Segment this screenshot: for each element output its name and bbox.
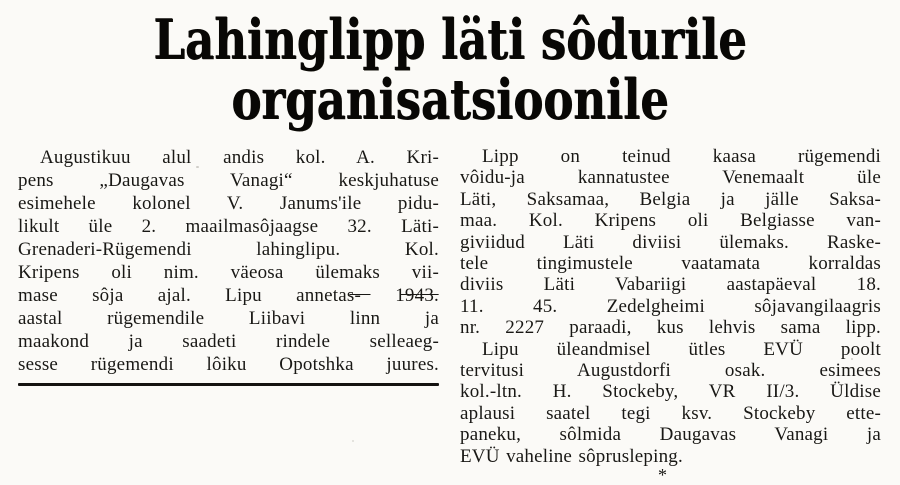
- text-line: pens „Daugavas Vanagi“ keskjuhatuse: [18, 170, 439, 191]
- text-line: kol.-ltn. H. Stockeby, VR II/3. Üldise: [460, 381, 881, 403]
- text-line: Kripens oli nim. väeosa ülemaks vii-: [18, 262, 439, 283]
- text-line: vôidu-ja kannatustee Venemaalt üle: [460, 167, 881, 189]
- text-line: maakond ja saadeti rindele selleaeg-: [18, 331, 439, 352]
- right-column: [460, 146, 881, 485]
- text-line: maa. Kol. Kripens oli Belgiasse van-: [460, 210, 881, 232]
- text-line: Lipp on teinud kaasa rügemendi: [482, 146, 881, 167]
- text-line: tele tingimustele vaatamata korraldas: [460, 253, 881, 275]
- text-line: aastal rügemendile Liibavi linn ja: [18, 308, 439, 329]
- column-divider-rule: [18, 383, 439, 386]
- text-line: Läti, Saksamaa, Belgia ja jälle Saksa-: [460, 188, 881, 210]
- scan-speck: [196, 166, 199, 168]
- text-line: aplausi saatel tegi ksv. Stockeby ette-: [460, 402, 881, 424]
- text-line: mase sôja ajal. Lipu annetas̶-̶ ̶1̶9̶4̶3̶.: [18, 285, 439, 306]
- scan-speck: [352, 440, 354, 442]
- text-line: Grenaderi-Rügemendi lahinglipu. Kol.: [18, 239, 439, 260]
- article-headline: [0, 6, 900, 132]
- text-line: esimehele kolonel V. Janums'ile pidu-: [18, 193, 439, 214]
- text-line: diviis Läti Vabariigi aastapäeval 18.: [460, 274, 881, 296]
- text-line: nr. 2227 paraadi, kus lehvis sama lipp.: [460, 317, 881, 339]
- scan-speck: [851, 358, 853, 360]
- text-line: sesse rügemendi lôiku Opotshka juures.: [18, 354, 439, 375]
- footnote-asterisk: *: [658, 465, 667, 485]
- left-column: [18, 146, 439, 386]
- headline-line-1: Lahinglipp läti sôdurile: [153, 7, 747, 72]
- text-line: paneku, sôlmida Daugavas Vanagi ja: [460, 424, 881, 446]
- text-line: EVÜ vaheline sôprusleping.: [460, 445, 683, 467]
- text-line: giviidud Läti diviisi ülemaks. Raske-: [460, 231, 881, 253]
- text-line: likult üle 2. maailmasôjaagse 32. Läti-: [18, 216, 439, 237]
- text-line: Augustikuu alul andis kol. A. Kri-: [40, 147, 439, 168]
- text-line: 11. 45. Zedelgheimi sôjavangilaagris: [460, 295, 881, 317]
- text-line: tervitusi Augustdorfi osak. esimees: [460, 360, 881, 382]
- headline-line-2: organisatsioonile: [231, 67, 669, 132]
- text-line: Lipu üleandmisel ütles EVÜ poolt: [482, 338, 881, 360]
